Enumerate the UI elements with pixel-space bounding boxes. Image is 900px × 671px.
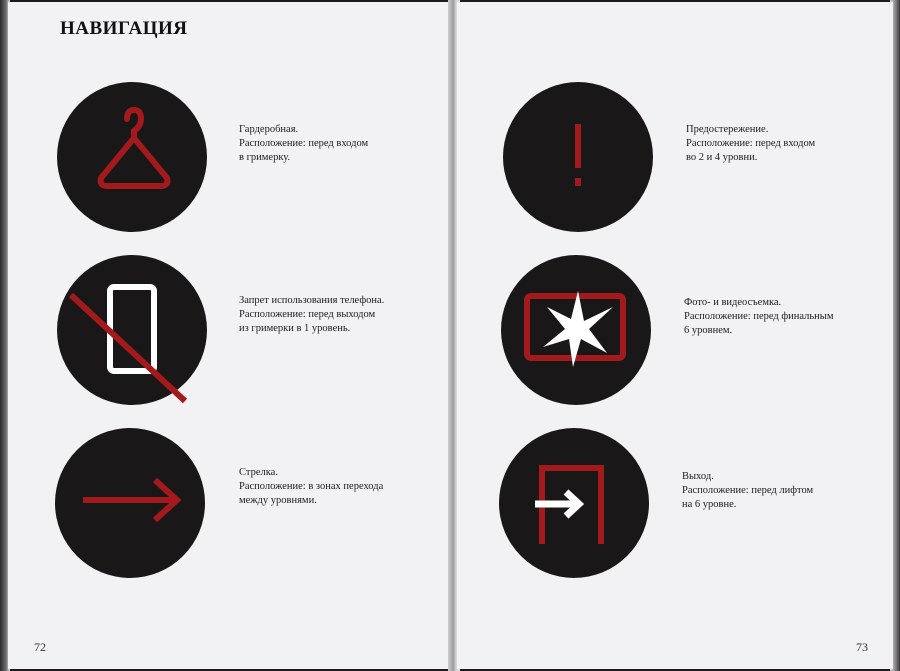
camera-flash-icon [501, 255, 651, 405]
camera-description [684, 296, 884, 338]
exit-location-cont: на 6 уровне. [682, 499, 737, 510]
warning-location: Расположение: перед входом [686, 138, 816, 149]
arrow-location: Расположение: в зонах перехода [239, 481, 384, 492]
page-title: НАВИГАЦИЯ [60, 18, 188, 39]
no-phone-icon [57, 255, 207, 405]
arrow-location-cont: между уровнями. [239, 495, 317, 506]
camera-location: Расположение: перед финальным [684, 311, 834, 322]
exit-door-icon [499, 428, 649, 578]
warning-exclamation-icon [503, 82, 653, 232]
camera-label: Фото- и видеосъемка. [684, 297, 782, 308]
no-phone-label: Запрет использования телефона. [239, 295, 385, 306]
exit-location: Расположение: перед лифтом [682, 485, 814, 496]
arrow-description [239, 466, 439, 508]
exit-label: Выход. [682, 471, 714, 482]
camera-location-cont: 6 уровнем. [684, 325, 733, 336]
hanger-location-cont: в гримерку. [239, 152, 291, 163]
warning-description [686, 123, 886, 165]
hanger-label: Гардеробная. [239, 124, 299, 135]
warning-location-cont: во 2 и 4 уровни. [686, 152, 758, 163]
exit-description [682, 470, 882, 512]
hanger-description [239, 123, 439, 165]
arrow-label: Стрелка. [239, 467, 278, 478]
no-phone-description [239, 294, 439, 336]
no-phone-location: Расположение: перед выходом [239, 309, 376, 320]
arrow-right-icon [55, 428, 205, 578]
page-number-left: 72 [34, 640, 46, 654]
page-number-right: 73 [856, 640, 868, 654]
no-phone-location-cont: из гримерки в 1 уровень. [239, 323, 351, 334]
hanger-icon [57, 82, 207, 232]
hanger-location: Расположение: перед входом [239, 138, 369, 149]
warning-label: Предостережение. [686, 124, 769, 135]
